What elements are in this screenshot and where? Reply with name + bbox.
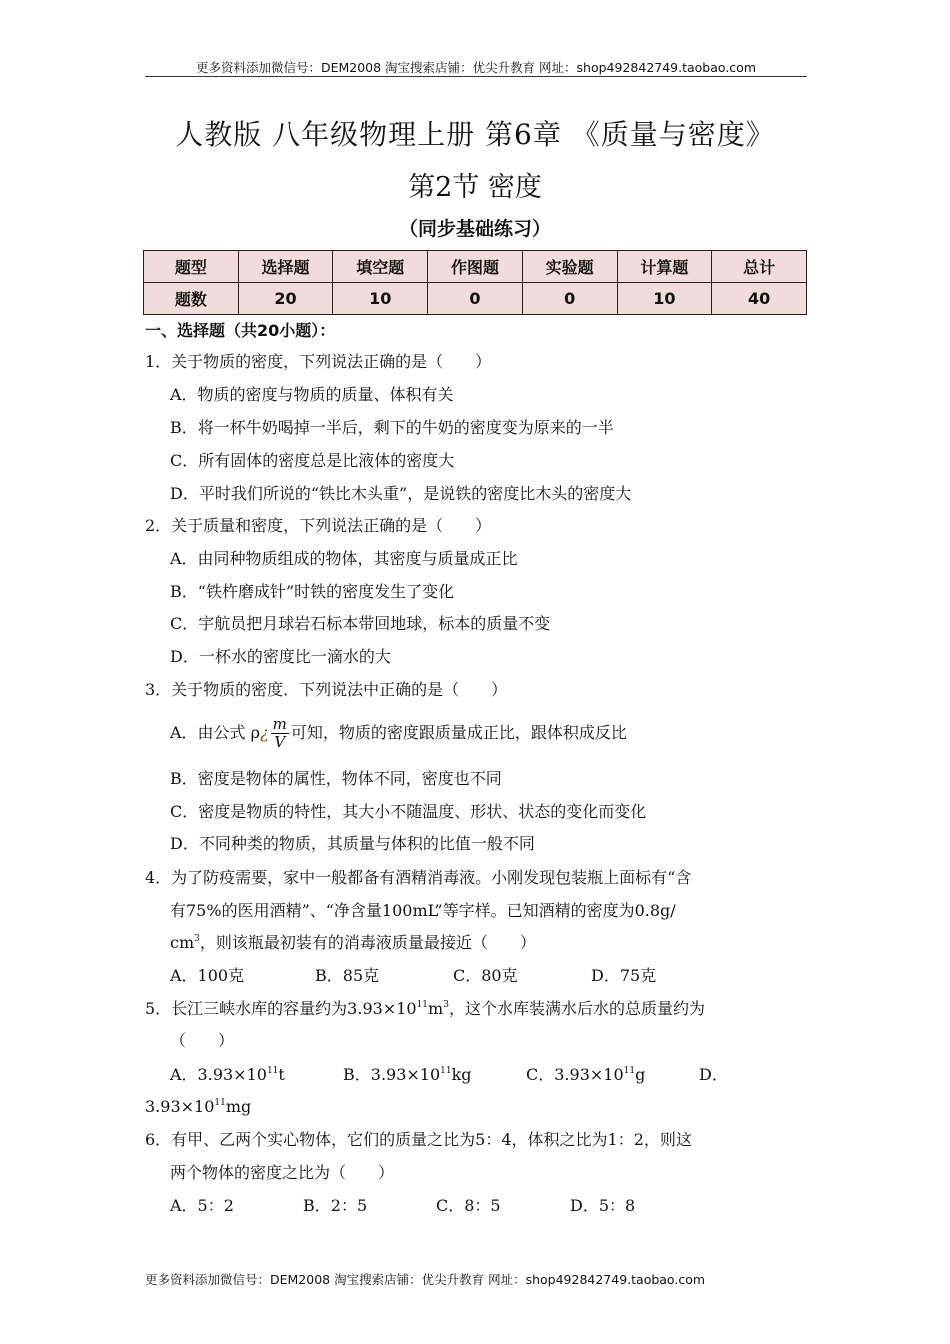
option-text: 可知，物质的密度跟质量成正比，跟体积成反比 [290, 723, 627, 742]
question-1-option-a: A．物质的密度与物质的质量、体积有关 [170, 385, 454, 404]
question-5-option-d [145, 1097, 251, 1117]
question-1-option-b: B．将一杯牛奶喝掉一半后，剩下的牛奶的密度变为原来的一半 [170, 418, 614, 437]
option-text: 3.93×10 [145, 1097, 215, 1116]
table-cell: 总计 [712, 251, 807, 283]
question-3-option-c: C．密度是物质的特性，其大小不随温度、形状、状态的变化而变化 [170, 802, 647, 821]
question-1-option-d: D．平时我们所说的“铁比木头重”，是说铁的密度比木头的密度大 [170, 484, 632, 503]
question-4-line-1: 4．为了防疫需要，家中一般都备有酒精消毒液。小刚发现包装瓶上面标有“含 [145, 868, 692, 887]
superscript: 11 [214, 1098, 226, 1108]
superscript: 11 [440, 1066, 452, 1076]
superscript: 11 [623, 1066, 636, 1076]
question-3-option-a [170, 716, 627, 751]
exercise-tag: （同步基础练习） [398, 218, 551, 240]
question-2-option-a: A．由同种物质组成的物体，其密度与质量成正比 [170, 549, 518, 568]
question-6-option-d: D．5：8 [570, 1196, 636, 1215]
superscript: 11 [416, 1000, 429, 1010]
question-4-line-2: 有75%的医用酒精”、“净含量100mL”等字样。已知酒精的密度为0.8g/ [170, 901, 676, 920]
question-6-line-1: 6．有甲、乙两个实心物体，它们的质量之比为5：4，体积之比为1：2，则这 [145, 1130, 692, 1149]
question-text: ，则该瓶最初装有的消毒液质量最接近（ ） [199, 933, 536, 952]
table-cell: 题型 [144, 251, 239, 283]
question-3-option-b: B．密度是物体的属性，物体不同，密度也不同 [170, 769, 502, 788]
table-header-row [144, 251, 807, 283]
question-4-option-a: A．100克 [170, 966, 245, 985]
page-footer: 更多资料添加微信号：DEM2008 淘宝搜索店铺：优尖升教育 网址：shop492842749.taobao.com [145, 1272, 706, 1287]
table-cell: 作图题 [428, 251, 523, 283]
page-header: 更多资料添加微信号：DEM2008 淘宝搜索店铺：优尖升教育 网址：shop492842749.taobao.com [195, 60, 757, 75]
header-divider [145, 76, 807, 77]
question-stats-table [143, 250, 807, 315]
density-formula-fraction [271, 716, 289, 751]
unit-text: cm [170, 933, 195, 952]
table-cell: 填空题 [333, 251, 428, 283]
table-cell: 题数 [144, 283, 239, 315]
question-6-option-c: C．8：5 [436, 1196, 501, 1215]
unit-text: m [428, 999, 444, 1018]
section-subtitle: 第2节 密度 [408, 172, 542, 203]
question-5-option-a [170, 1065, 285, 1085]
table-cell: 实验题 [522, 251, 617, 283]
question-2-option-d: D．一杯水的密度比一滴水的大 [170, 647, 391, 666]
superscript: 3 [443, 1000, 449, 1010]
question-2-option-b: B．“铁杵磨成针”时铁的密度发生了变化 [170, 582, 455, 601]
option-text: C．3.93×10 [526, 1065, 624, 1084]
document-title: 人教版 八年级物理上册 第6章 《质量与密度》 [175, 118, 775, 151]
question-2-stem: 2．关于质量和密度，下列说法正确的是（ ） [145, 516, 492, 535]
superscript: 3 [194, 934, 200, 944]
table-cell: 10 [333, 283, 428, 315]
question-3-stem: 3．关于物质的密度．下列说法中正确的是（ ） [145, 680, 508, 699]
question-6-option-b: B．2：5 [303, 1196, 368, 1215]
question-5-option-d-label: D． [699, 1065, 728, 1084]
table-cell: 计算题 [617, 251, 712, 283]
table-cell: 40 [712, 283, 807, 315]
table-row [144, 283, 807, 315]
question-5-line-2: （ ） [170, 1031, 235, 1050]
unit-text: g [635, 1065, 646, 1084]
garbled-symbol: ¿ [260, 723, 269, 742]
question-4-option-c: C．80克 [453, 966, 518, 985]
table-cell: 10 [617, 283, 712, 315]
question-text: 5．长江三峡水库的容量约为3.93×10 [145, 999, 417, 1018]
table-cell: 0 [428, 283, 523, 315]
question-6-option-a: A．5：2 [170, 1196, 234, 1215]
table-cell: 0 [522, 283, 617, 315]
question-1-option-c: C．所有固体的密度总是比液体的密度大 [170, 451, 455, 470]
table-cell: 20 [238, 283, 333, 315]
option-text: B．3.93×10 [343, 1065, 441, 1084]
superscript: 11 [266, 1066, 279, 1076]
question-2-option-c: C．宇航员把月球岩石标本带回地球，标本的质量不变 [170, 614, 551, 633]
question-5-option-c [526, 1065, 645, 1085]
question-4-option-d: D．75克 [591, 966, 657, 985]
unit-text: t [278, 1065, 285, 1084]
question-3-option-d: D．不同种类的物质，其质量与体积的比值一般不同 [170, 834, 535, 853]
question-1-stem: 1．关于物质的密度，下列说法正确的是（ ） [145, 352, 492, 371]
fraction-numerator: m [272, 715, 287, 733]
question-4-option-b: B．85克 [315, 966, 380, 985]
unit-text: mg [225, 1097, 252, 1116]
fraction-denominator: V [274, 733, 286, 751]
question-5-option-b [343, 1065, 472, 1085]
question-6-line-2: 两个物体的密度之比为（ ） [170, 1163, 395, 1182]
question-5-line-1 [145, 999, 705, 1019]
section-heading: 一、选择题（共20小题）： [145, 321, 336, 340]
unit-text: kg [451, 1065, 472, 1084]
table-cell: 选择题 [238, 251, 333, 283]
question-text: ，这个水库装满水后水的总质量约为 [448, 999, 705, 1018]
question-4-line-3 [170, 933, 536, 953]
option-text: A．3.93×10 [170, 1065, 267, 1084]
option-text: A．由公式 ρ [170, 723, 261, 742]
